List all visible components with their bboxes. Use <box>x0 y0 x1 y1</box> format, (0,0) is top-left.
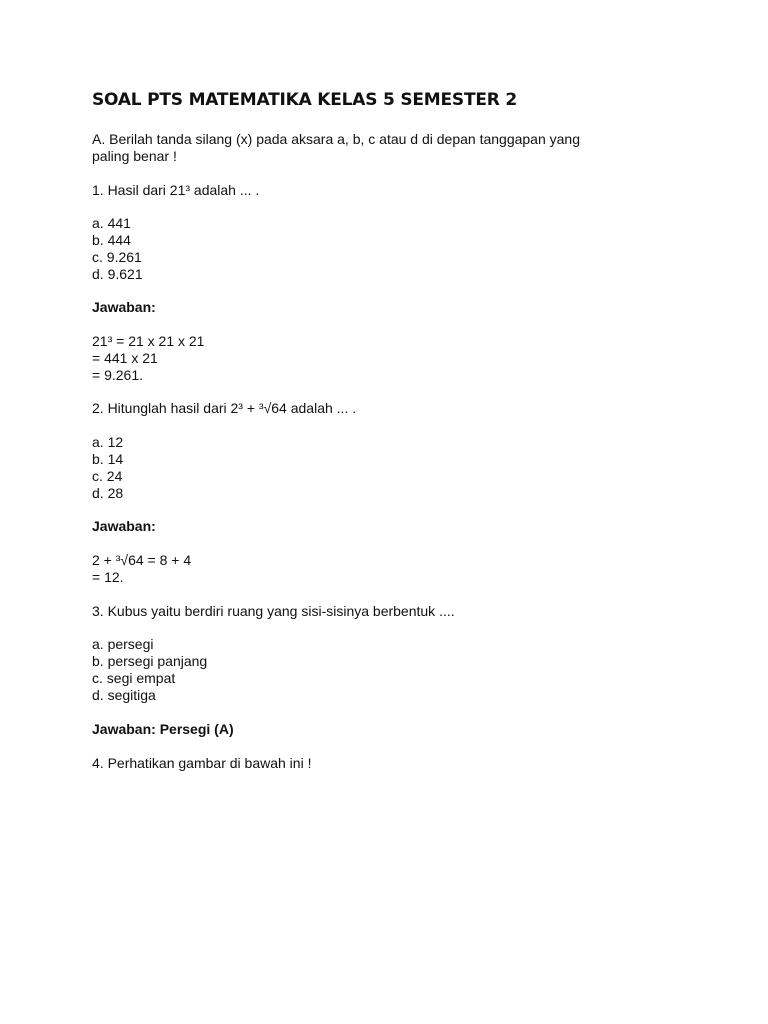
question-1-answer-line-1: 21³ = 21 x 21 x 21 <box>92 333 205 349</box>
question-3-option-d: d. segitiga <box>92 687 156 703</box>
question-3-option-c: c. segi empat <box>92 670 176 686</box>
question-4: 4. Perhatikan gambar di bawah ini ! <box>92 755 312 771</box>
question-2-option-b: b. 14 <box>92 451 124 467</box>
question-1-option-b: b. 444 <box>92 232 131 248</box>
question-1-answer-line-3: = 9.261. <box>92 367 143 383</box>
question-1-option-a: a. 441 <box>92 215 131 231</box>
question-3-option-b: b. persegi panjang <box>92 653 208 669</box>
question-2-answer-line-1: 2 + ³√64 = 8 + 4 <box>92 552 192 568</box>
question-1-option-c: c. 9.261 <box>92 249 142 265</box>
question-1-answer-label: Jawaban: <box>92 299 156 315</box>
question-2-answer-label: Jawaban: <box>92 518 156 534</box>
question-3-answer-label: Jawaban: Persegi (A) <box>92 721 234 737</box>
instruction-line-2: paling benar ! <box>92 148 177 164</box>
page-title: SOAL PTS MATEMATIKA KELAS 5 SEMESTER 2 <box>92 90 518 110</box>
question-1: 1. Hasil dari 21³ adalah ... . <box>92 182 260 198</box>
question-2-answer-line-2: = 12. <box>92 569 124 585</box>
question-2: 2. Hitunglah hasil dari 2³ + ³√64 adalah ... . <box>92 400 357 416</box>
question-3-option-a: a. persegi <box>92 636 154 652</box>
question-2-option-a: a. 12 <box>92 434 124 450</box>
question-1-answer-line-2: = 441 x 21 <box>92 350 158 366</box>
question-2-option-c: c. 24 <box>92 468 123 484</box>
instruction-line-1: A. Berilah tanda silang (x) pada aksara a, b, c atau d di depan tanggapan yang <box>92 131 581 147</box>
question-1-option-d: d. 9.621 <box>92 266 143 282</box>
question-3: 3. Kubus yaitu berdiri ruang yang sisi-sisinya berbentuk .... <box>92 603 455 619</box>
question-2-option-d: d. 28 <box>92 485 124 501</box>
